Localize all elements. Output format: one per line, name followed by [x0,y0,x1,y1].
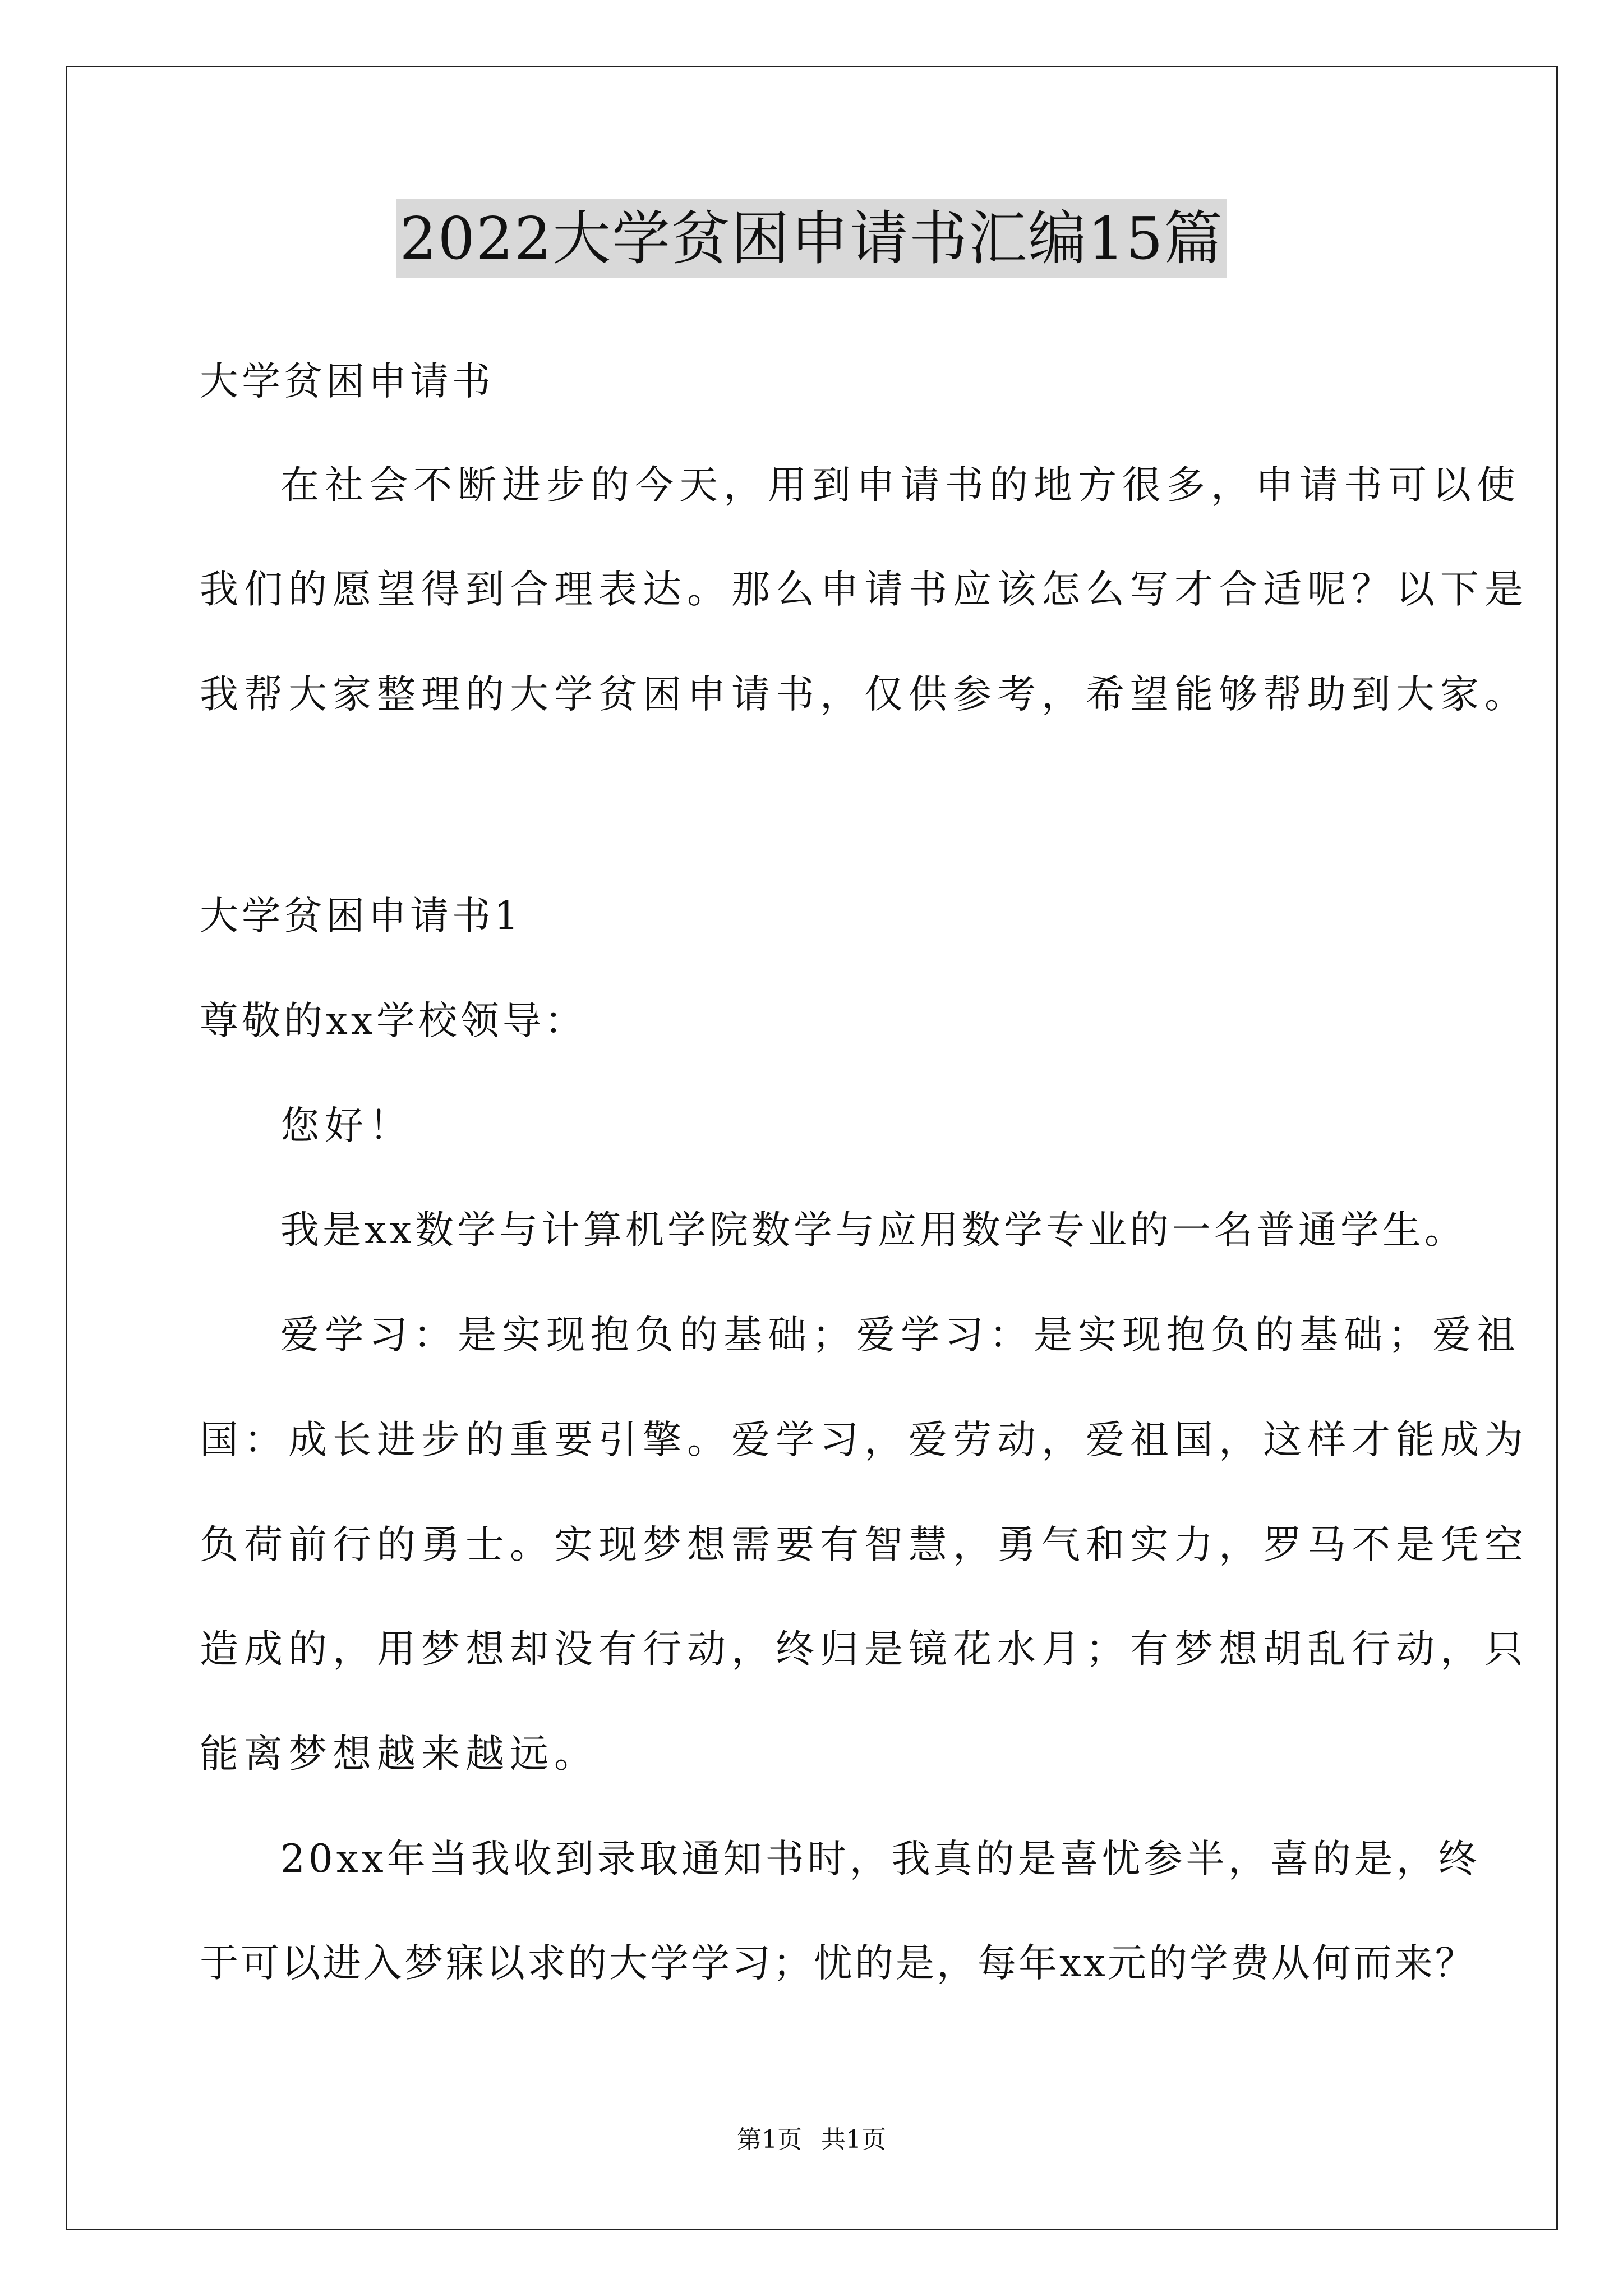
page-number-total: 共1页 [821,2125,886,2154]
greeting: 您好！ [280,1103,413,1148]
body-line-3: 国：成长进步的重要引擎。爱学习，爱劳动，爱祖国，这样才能成为 [200,1418,1529,1462]
salutation: 尊敬的xx学校领导： [200,999,587,1043]
intro-line-3: 我帮大家整理的大学贫困申请书，仅供参考，希望能够帮助到大家。 [200,672,1529,717]
title-container [0,199,1623,278]
section-heading: 大学贫困申请书 [200,359,494,404]
page-footer [0,2123,1623,2157]
body-line-5: 造成的，用梦想却没有行动，终归是镜花水月；有梦想胡乱行动，只 [200,1627,1529,1672]
body-line-6: 能离梦想越来越远。 [200,1732,598,1777]
body-line-4: 负荷前行的勇士。实现梦想需要有智慧，勇气和实力，罗马不是凭空 [200,1522,1529,1567]
body-line-1: 我是xx数学与计算机学院数学与应用数学专业的一名普通学生。 [280,1208,1467,1253]
body-line-8: 于可以进入梦寐以求的大学学习；忧的是，每年xx元的学费从何而来？ [200,1941,1476,1986]
page-number-current: 第1页 [737,2125,802,2154]
body-line-2: 爱学习：是实现抱负的基础；爱学习：是实现抱负的基础；爱祖 [280,1313,1521,1358]
letter-heading: 大学贫困申请书1 [200,894,522,938]
intro-line-1: 在社会不断进步的今天，用到申请书的地方很多，申请书可以使 [280,463,1521,508]
document-title: 2022大学贫困申请书汇编15篇 [396,199,1227,278]
intro-line-2: 我们的愿望得到合理表达。那么申请书应该怎么写才合适呢？以下是 [200,567,1529,612]
body-line-7: 20xx年当我收到录取通知书时，我真的是喜忧参半，喜的是，终 [280,1837,1481,1881]
